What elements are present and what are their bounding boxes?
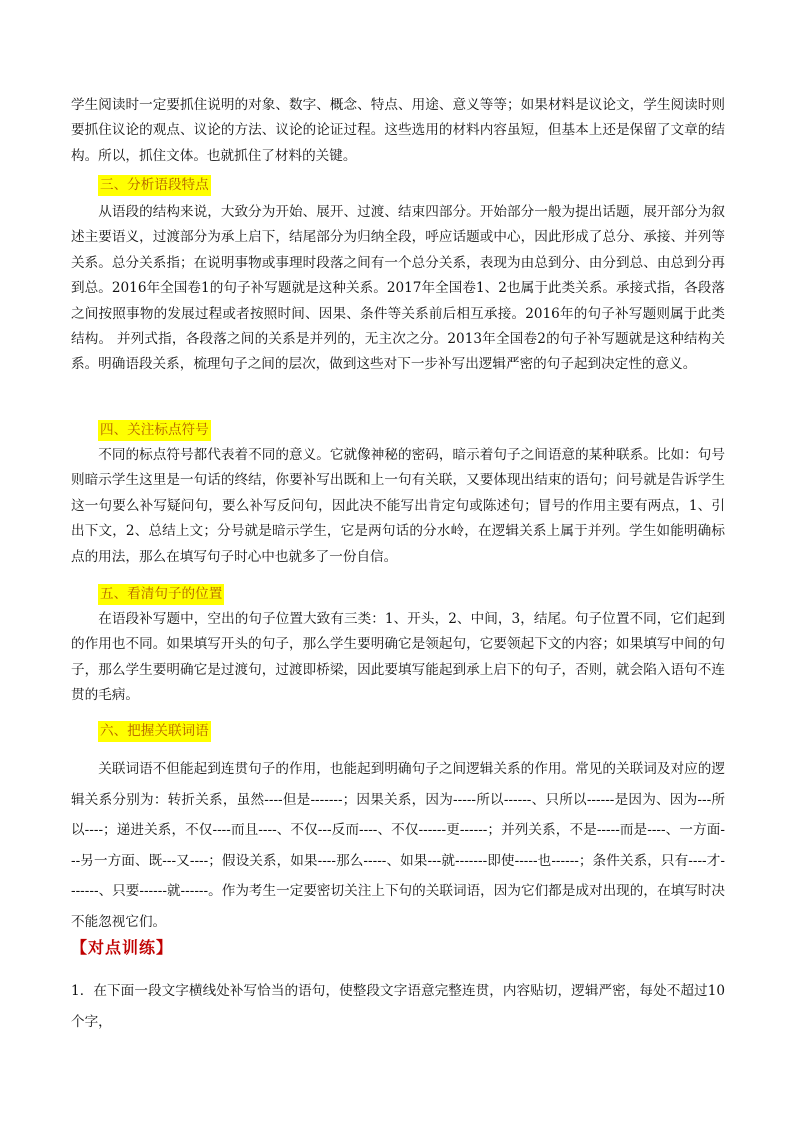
section-heading-punctuation: 四、关注标点符号 <box>98 420 211 441</box>
section-punctuation-body <box>71 443 725 570</box>
section-position-text: 在语段补写题中，空出的句子位置大致有三类：1、开头，2、中间，3，结尾。句子位置不同，它们起到的作用也不同。如果填写开头的句子，那么学生要明确它是领起句，它要领起下文的内容；如果填写中间的句子，那么学生要明确它是过渡句，过渡即桥梁，因此要填写能起到承上启下的句子，否则，就会陷入语句不连贯的毛病。 <box>71 611 725 704</box>
section-analyze-text: 从语段的结构来说，大致分为开始、展开、过渡、结束四部分。开始部分一般为提出话题，展开部分为叙述主要语义，过渡部分为承上启下，结尾部分为归纳全段，呼应话题或中心，因此形成了总分、承接、并列等关系。总分关系指；在说明事物或事理时段落之间有一个总分关系，表现为由总到分、由分到总、由总到分再到总。2016年全国卷1的句子补写题就是这种关系。2017年全国卷1、2也属于此类关系。承接式指，各段落之间按照事物的发展过程或者按照时间、因果、条件等关系前后相互承接。2016年的句子补写题则属于此类结构。 并列式指，各段落之间的关系是并列的，无主次之分。2013年全国卷2的句子补写题就是这种结构关系。明确语段关系，梳理句子之间的层次，做到这些对下一步补写出逻辑严密的句子起到决定性的意义。 <box>71 204 725 373</box>
section-punctuation-text: 不同的标点符号都代表着不同的意义。它就像神秘的密码，暗示着句子之间语意的某种联系。比如：句号则暗示学生这里是一句话的终结，你要补写出既和上一句有关联，又要体现出结束的语句；问号就是告诉学生这一句要么补写疑问句，要么补写反问句，因此决不能写出肯定句或陈述句；冒号的作用主要有两点，1、引出下文，2、总结上文；分号就是暗示学生，它是两句话的分水岭，在逻辑关系上属于并列。学生如能明确标点的用法，那么在填写句子时心中也就多了一份自信。 <box>71 447 725 565</box>
section-heading-position: 五、看清句子的位置 <box>98 584 224 605</box>
section-heading-connectives: 六、把握关联词语 <box>98 721 211 742</box>
training-heading: 【对点训练】 <box>71 938 174 957</box>
question-1-text: 1．在下面一段文字横线处补写恰当的语句，使整段文字语意完整连贯，内容贴切，逻辑严密，每处不超过10个字， <box>71 983 725 1030</box>
section-analyze-body <box>71 200 725 378</box>
intro-paragraph <box>71 93 725 169</box>
training-question <box>71 976 725 1038</box>
section-position-body <box>71 607 725 709</box>
section-connectives-body <box>71 754 725 937</box>
section-heading-analyze: 三、分析语段特点 <box>98 175 211 196</box>
section-connectives-text: 关联词语不但能起到连贯句子的作用，也能起到明确句子之间逻辑关系的作用。常见的关联词及对应的逻辑关系分别为：转折关系，虽然----但是-------；因果关系，因为-----所以------、只所以------是因为、因为---所以----；递进关系，不仅----而且----、不仅---反而----、不仅------更------；并列关系，不是-----而是----、一方面---另一方面、既---又----；假设关系，如果----那么-----、如果---就-------即使-----也------；条件关系，只有----才-------、只要------就------。作为考生一定要密切关注上下句的关联词语，因为它们都是成对出现的，在填写时决不能忽视它们。 <box>71 761 725 930</box>
intro-text: 学生阅读时一定要抓住说明的对象、数字、概念、特点、用途、意义等等；如果材料是议论文，学生阅读时则要抓住议论的观点、议论的方法、议论的论证过程。这些选用的材料内容虽短，但基本上还是保留了文章的结构。所以，抓住文体。也就抓住了材料的关键。 <box>71 97 725 164</box>
